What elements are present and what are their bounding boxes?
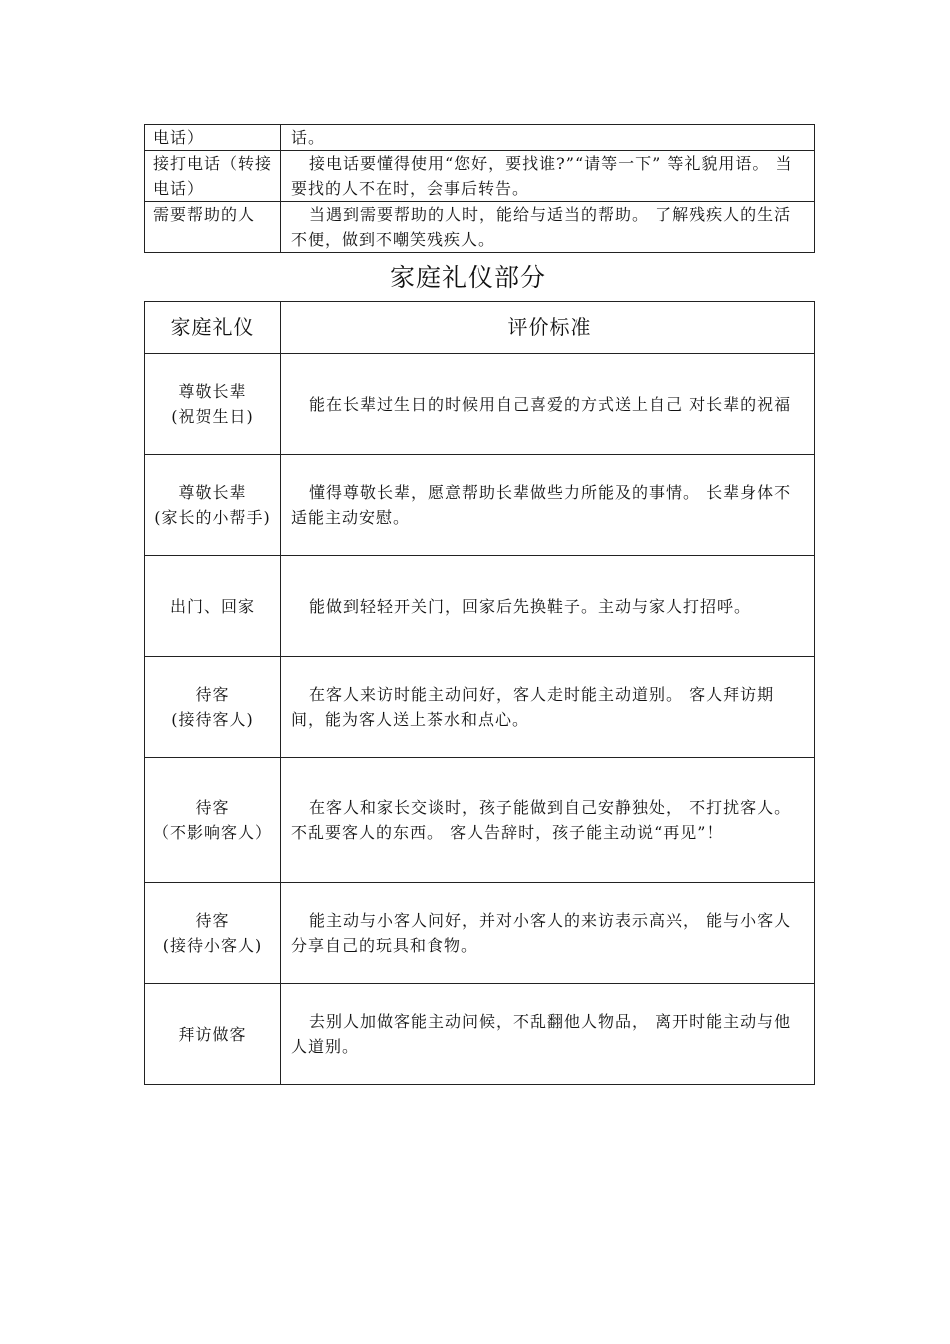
item-cell xyxy=(145,657,281,758)
section-title: 家庭礼仪部分 xyxy=(390,263,547,292)
item-subtitle: （不影响客人） xyxy=(152,823,272,842)
description-cell: 在客人来访时能主动问好，客人走时能主动道别。 客人拜访期间，能为客人送上茶水和点心。 xyxy=(281,657,815,758)
description-cell: 在客人和家长交谈时，孩子能做到自己安静独处， 不打扰客人。 不乱要客人的东西。 客人告辞时，孩子能主动说“再见”！ xyxy=(281,758,815,883)
item-title: 待客 xyxy=(195,798,230,817)
table-header-row xyxy=(145,302,815,354)
item-cell: 电话） xyxy=(145,125,281,151)
item-cell xyxy=(145,556,281,657)
item-title: 尊敬长辈 xyxy=(178,382,247,401)
item-subtitle: (祝贺生日) xyxy=(171,407,254,426)
item-subtitle: (接待客人) xyxy=(171,710,254,729)
description-cell: 能主动与小客人问好，并对小客人的来访表示高兴， 能与小客人分享自己的玩具和食物。 xyxy=(281,883,815,984)
table-row xyxy=(145,556,815,657)
item-cell xyxy=(145,984,281,1085)
item-subtitle: (家长的小帮手) xyxy=(154,508,271,527)
item-cell xyxy=(145,354,281,455)
item-cell: 接打电话（转接电话） xyxy=(145,151,281,202)
description-cell: 当遇到需要帮助的人时，能给与适当的帮助。 了解残疾人的生活不便，做到不嘲笑残疾人。 xyxy=(281,202,815,253)
table-row xyxy=(145,151,815,202)
column-header-criteria: 评价标准 xyxy=(281,302,815,354)
table-row xyxy=(145,883,815,984)
table-row xyxy=(145,202,815,253)
description-cell: 能在长辈过生日的时候用自己喜爱的方式送上自己 对长辈的祝福 xyxy=(281,354,815,455)
description-cell: 去别人加做客能主动问候，不乱翻他人物品， 离开时能主动与他人道别。 xyxy=(281,984,815,1085)
description-cell: 懂得尊敬长辈，愿意帮助长辈做些力所能及的事情。 长辈身体不适能主动安慰。 xyxy=(281,455,815,556)
item-subtitle: (接待小客人) xyxy=(162,936,263,955)
table-row xyxy=(145,455,815,556)
item-cell xyxy=(145,455,281,556)
item-title: 尊敬长辈 xyxy=(178,483,247,502)
item-title: 拜访做客 xyxy=(178,1024,247,1044)
table-row xyxy=(145,984,815,1085)
table-row xyxy=(145,758,815,883)
description-cell: 话。 xyxy=(281,125,815,151)
table-row xyxy=(145,125,815,151)
description-cell: 能做到轻轻开关门，回家后先换鞋子。主动与家人打招呼。 xyxy=(281,556,815,657)
telephone-etiquette-table xyxy=(144,124,815,253)
family-etiquette-table xyxy=(144,301,815,1085)
column-header-etiquette: 家庭礼仪 xyxy=(145,302,281,354)
item-cell xyxy=(145,758,281,883)
table-row xyxy=(145,354,815,455)
item-cell: 需要帮助的人 xyxy=(145,202,281,253)
table-row xyxy=(145,657,815,758)
item-title: 待客 xyxy=(195,685,230,704)
item-cell xyxy=(145,883,281,984)
item-title: 待客 xyxy=(195,911,230,930)
item-title: 出门、回家 xyxy=(169,596,255,616)
description-cell: 接电话要懂得使用“您好，要找谁?”“请等一下” 等礼貌用语。 当要找的人不在时，会事后转告。 xyxy=(281,151,815,202)
